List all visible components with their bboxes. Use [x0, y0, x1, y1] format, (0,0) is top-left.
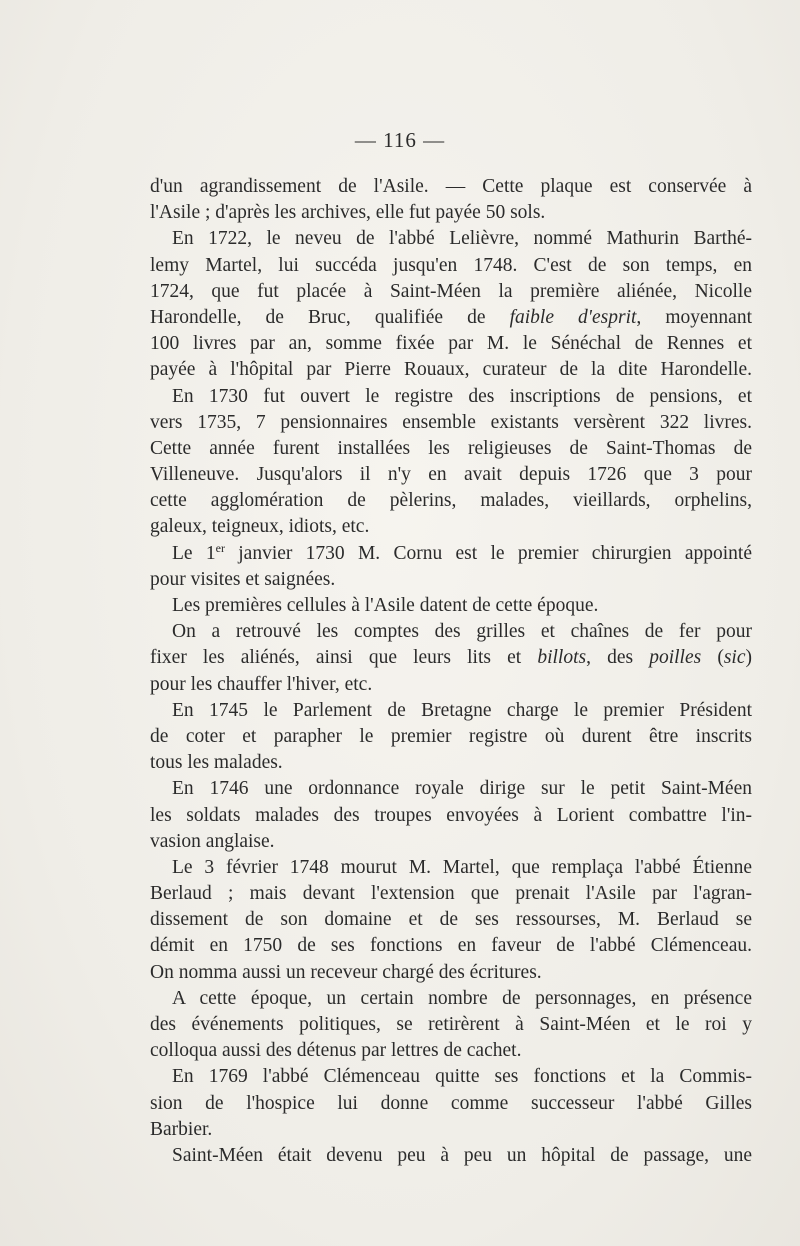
text-line: [150, 803, 752, 829]
text-line: [150, 253, 752, 279]
text-line: [150, 645, 752, 671]
text-segment: , des: [586, 647, 650, 669]
text-segment: En 1769 l'abbé Clémenceau quitte ses fonctions et la Commis-: [172, 1066, 752, 1088]
text-line: [150, 1117, 752, 1143]
text-line: [150, 541, 752, 567]
text-segment: payée à l'hôpital par Pierre Rouaux, curateur de la dite Harondelle.: [150, 359, 752, 381]
italic-term: billots: [537, 647, 587, 669]
text-line: [150, 750, 752, 776]
text-segment: sion de l'hospice lui donne comme successeur l'abbé Gilles: [150, 1092, 752, 1114]
text-line: [150, 488, 752, 514]
text-segment: galeux, teigneux, idiots, etc.: [150, 516, 370, 538]
text-line: [150, 960, 752, 986]
text-line: [150, 226, 752, 252]
text-line: [150, 829, 752, 855]
text-segment: Harondelle, de Bruc, qualifiée de: [150, 306, 510, 328]
text-segment: pour les chauffer l'hiver, etc.: [150, 673, 373, 695]
text-segment: lemy Martel, lui succéda jusqu'en 1748. C'est de son temps, en: [150, 254, 752, 276]
text-line: [150, 1038, 752, 1064]
text-segment: Cette année furent installées les religieuses de Saint-Thomas de: [150, 437, 752, 459]
text-segment: janvier 1730 M. Cornu est le premier chirurgien appointé: [224, 542, 752, 564]
text-line: [150, 305, 752, 331]
text-line: [150, 410, 752, 436]
text-segment: des événements politiques, se retirèrent à Saint-Méen et le roi y: [150, 1014, 752, 1035]
text-line: [150, 698, 752, 724]
text-segment: Saint-Méen était devenu peu à peu un hôpital de passage, une: [172, 1144, 752, 1166]
text-line: [150, 200, 752, 226]
text-line: [150, 776, 752, 802]
text-segment: les soldats malades des troupes envoyées à Lorient combattre l'in-: [150, 804, 752, 826]
text-line: [150, 881, 752, 907]
text-segment: dissement de son domaine et de ses ressourses, M. Berlaud se: [150, 909, 752, 931]
text-segment: On a retrouvé les comptes des grilles et chaînes de fer pour: [172, 621, 752, 643]
text-line: [150, 672, 752, 698]
text-line: [150, 855, 752, 881]
text-segment: de coter et parapher le premier registre où durent être inscrits: [150, 725, 752, 747]
text-line: [150, 593, 752, 619]
text-line: [150, 619, 752, 645]
text-line: [150, 384, 752, 410]
text-line: [150, 1091, 752, 1117]
text-segment: ): [745, 647, 752, 669]
text-line: [150, 1143, 752, 1169]
text-line: [150, 279, 752, 305]
text-segment: pour visites et saignées.: [150, 568, 336, 590]
text-line: [150, 1012, 752, 1038]
text-line: [150, 724, 752, 750]
text-segment: Les premières cellules à l'Asile datent de cette époque.: [172, 595, 599, 616]
text-segment: Berlaud ; mais devant l'extension que prenait l'Asile par l'agran-: [150, 883, 752, 905]
text-segment: d'un agrandissement de l'Asile. — Cette plaque est conservée à: [150, 176, 752, 197]
text-segment: démit en 1750 de ses fonctions en faveur de l'abbé Clémenceau.: [150, 935, 752, 957]
text-segment: A cette époque, un certain nombre de personnages, en présence: [172, 987, 752, 1009]
text-segment: Barbier.: [150, 1118, 213, 1140]
text-line: [150, 514, 752, 540]
text-line: [150, 331, 752, 357]
italic-term: sic: [723, 647, 746, 669]
text-line: [150, 174, 752, 200]
text-segment: vers 1735, 7 pensionnaires ensemble existants versèrent 322 livres.: [150, 411, 752, 433]
text-segment: On nomma aussi un receveur chargé des écritures.: [150, 961, 542, 983]
text-segment: En 1746 une ordonnance royale dirige sur le petit Saint-Méen: [172, 778, 752, 800]
text-segment: En 1722, le neveu de l'abbé Lelièvre, nommé Mathurin Barthé-: [172, 228, 752, 250]
italic-term: poilles: [649, 647, 702, 669]
text-line: [150, 907, 752, 933]
text-segment: Le 3 février 1748 mourut M. Martel, que remplaça l'abbé Étienne: [172, 856, 752, 878]
text-segment: (: [701, 647, 724, 669]
text-line: [150, 933, 752, 959]
text-segment: En 1745 le Parlement de Bretagne charge le premier Président: [172, 699, 752, 721]
text-segment: vasion anglaise.: [150, 830, 275, 852]
text-segment: 1724, que fut placée à Saint-Méen la première aliénée, Nicolle: [150, 280, 752, 302]
text-segment: En 1730 fut ouvert le registre des inscriptions de pensions, et: [172, 385, 752, 407]
superscript: er: [215, 540, 225, 555]
text-line: [150, 986, 752, 1012]
text-segment: tous les malades.: [150, 752, 283, 774]
text-segment: l'Asile ; d'après les archives, elle fut payée 50 sols.: [150, 202, 546, 224]
text-segment: Villeneuve. Jusqu'alors il n'y en avait depuis 1726 que 3 pour: [150, 464, 752, 486]
text-segment: colloqua aussi des détenus par lettres de cachet.: [150, 1040, 522, 1062]
text-line: [150, 567, 752, 593]
italic-term: faible d'esprit: [509, 306, 637, 328]
text-segment: , moyennant: [636, 306, 752, 328]
text-segment: fixer les aliénés, ainsi que leurs lits et: [150, 647, 538, 669]
text-line: [150, 462, 752, 488]
text-segment: 100 livres par an, somme fixée par M. le Sénéchal de Rennes et: [150, 333, 752, 355]
text-segment: cette agglomération de pèlerins, malades, vieillards, orphelins,: [150, 490, 752, 512]
text-line: [150, 357, 752, 383]
text-segment: Le 1: [172, 542, 216, 564]
page-number: — 116 —: [354, 128, 446, 152]
text-line: [150, 436, 752, 462]
text-line: [150, 1064, 752, 1090]
body-text: [150, 174, 752, 1169]
